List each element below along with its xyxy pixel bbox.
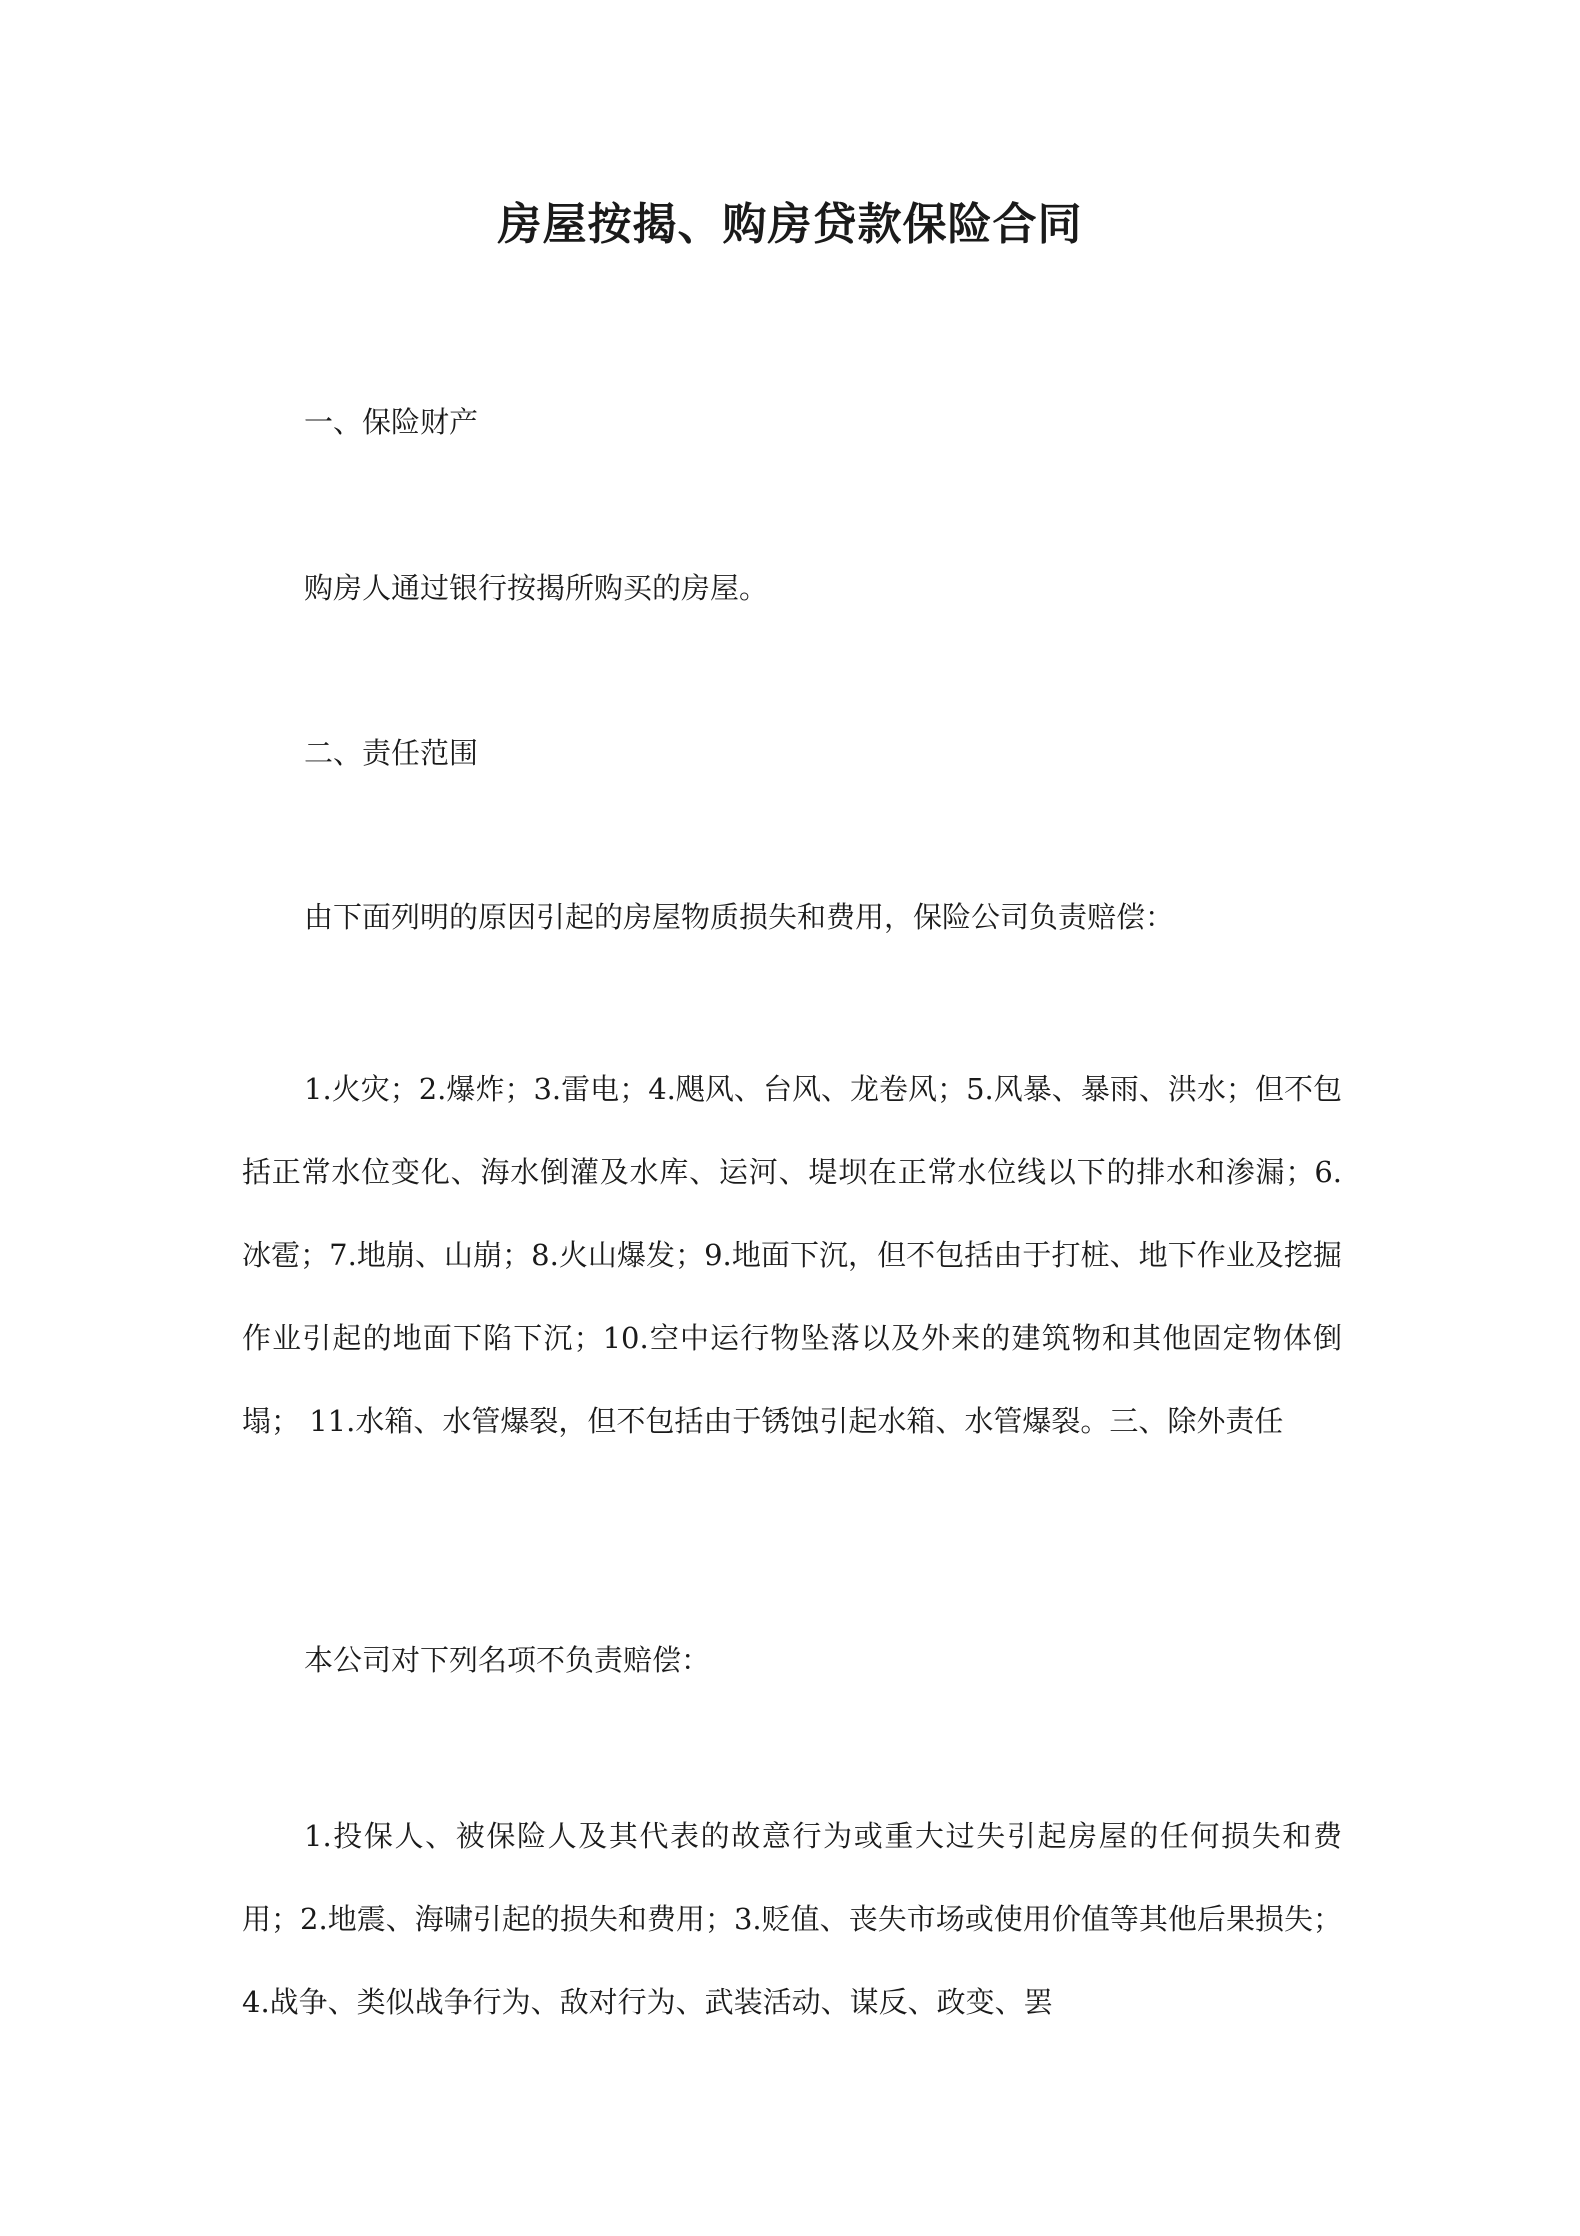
paragraph-exclusions-intro: 本公司对下列名项不负责赔偿： — [304, 1643, 711, 1677]
paragraph-insured-property: 购房人通过银行按揭所购买的房屋。 — [304, 571, 769, 605]
paragraph-exclusions-items: 1.投保人、被保险人及其代表的故意行为或重大过失引起房屋的任何损失和费用；2.地震、海啸引起的损失和费用；3.贬值、丧失市场或使用价值等其他后果损失；4.战争、类似战争行为、敌对行为、武装活动、谋反、政变、罢 — [242, 1819, 1342, 2019]
document-title: 房屋按揭、购房贷款保险合同 — [497, 199, 1083, 250]
paragraph-liability-intro: 由下面列明的原因引起的房屋物质损失和费用，保险公司负责赔偿： — [304, 900, 1175, 934]
paragraph-liability-items: 1.火灾；2.爆炸；3.雷电；4.飓风、台风、龙卷风；5.风暴、暴雨、洪水；但不包括正常水位变化、海水倒灌及水库、运河、堤坝在正常水位线以下的排水和渗漏；6.冰雹；7.地崩、山崩；8.火山爆发；9.地面下沉，但不包括由于打桩、地下作业及挖掘作业引起的地面下陷下沉；10.空中运行物坠落以及外来的建筑物和其他固定物体倒塌； 11.水箱、水管爆裂，但不包括由于锈蚀引起水箱、水管爆裂。三、除外责任 — [242, 1072, 1342, 1438]
section-heading-liability-scope: 二、责任范围 — [304, 736, 479, 770]
section-heading-insured-property: 一、保险财产 — [304, 405, 479, 439]
